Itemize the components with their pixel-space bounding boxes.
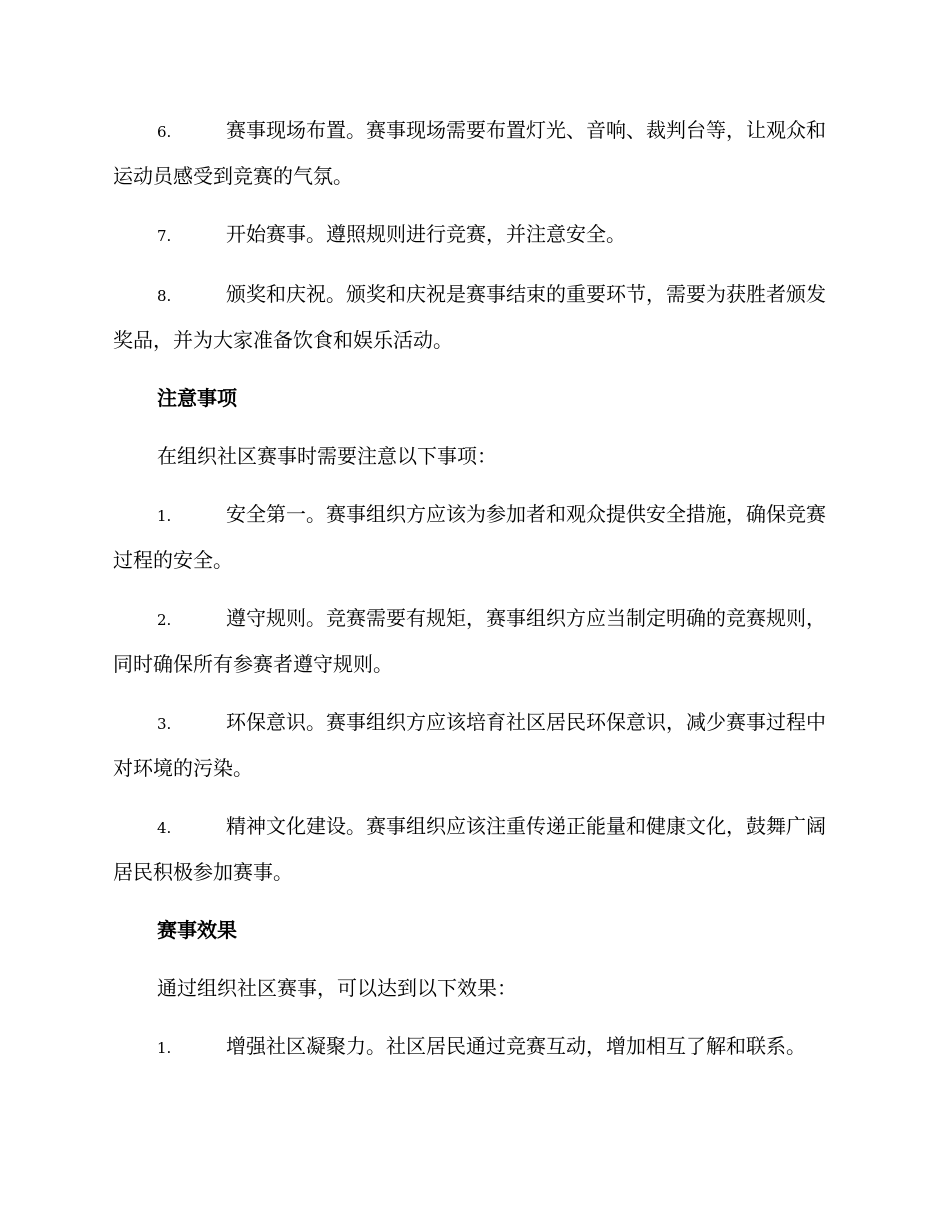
list-item-text: 赛事现场布置。赛事现场需要布置灯光、音响、裁判台等，让观众和运动员感受到竞赛的气氛。	[113, 118, 826, 188]
list-item	[113, 492, 835, 582]
document-content	[113, 108, 835, 1084]
list-item-number: 7.	[157, 227, 172, 245]
list-item-number: 3.	[157, 715, 172, 733]
section-heading-effects: 赛事效果	[157, 918, 237, 942]
list-item-text: 颁奖和庆祝。颁奖和庆祝是赛事结束的重要环节，需要为获胜者颁发奖品，并为大家准备饮食和娱乐活动。	[113, 282, 826, 352]
list-item-text: 安全第一。赛事组织方应该为参加者和观众提供安全措施，确保竞赛过程的安全。	[113, 502, 826, 572]
list-item	[113, 1024, 835, 1070]
list-item	[113, 212, 835, 258]
section-intro-effects: 通过组织社区赛事，可以达到以下效果：	[157, 976, 517, 1000]
list-item-number: 1.	[157, 507, 172, 525]
list-item-text: 增强社区凝聚力。社区居民通过竞赛互动，增加相互了解和联系。	[226, 1034, 806, 1058]
list-item-number: 6.	[157, 123, 172, 141]
section-heading-notes: 注意事项	[157, 386, 237, 410]
list-item-number: 1.	[157, 1039, 172, 1057]
list-item-text: 开始赛事。遵照规则进行竞赛，并注意安全。	[226, 222, 626, 246]
list-item	[113, 108, 835, 198]
list-item-number: 8.	[157, 287, 172, 305]
list-item	[113, 596, 835, 686]
list-item	[113, 700, 835, 790]
list-item-text: 精神文化建设。赛事组织应该注重传递正能量和健康文化，鼓舞广阔居民积极参加赛事。	[113, 814, 826, 884]
list-item-number: 2.	[157, 611, 172, 629]
list-item-text: 环保意识。赛事组织方应该培育社区居民环保意识，减少赛事过程中对环境的污染。	[113, 710, 826, 780]
list-item	[113, 272, 835, 362]
list-item	[113, 804, 835, 894]
list-item-number: 4.	[157, 819, 172, 837]
list-item-text: 遵守规则。竞赛需要有规矩，赛事组织方应当制定明确的竞赛规则，同时确保所有参赛者遵守规则。	[113, 606, 826, 676]
section-intro-notes: 在组织社区赛事时需要注意以下事项：	[157, 444, 497, 468]
